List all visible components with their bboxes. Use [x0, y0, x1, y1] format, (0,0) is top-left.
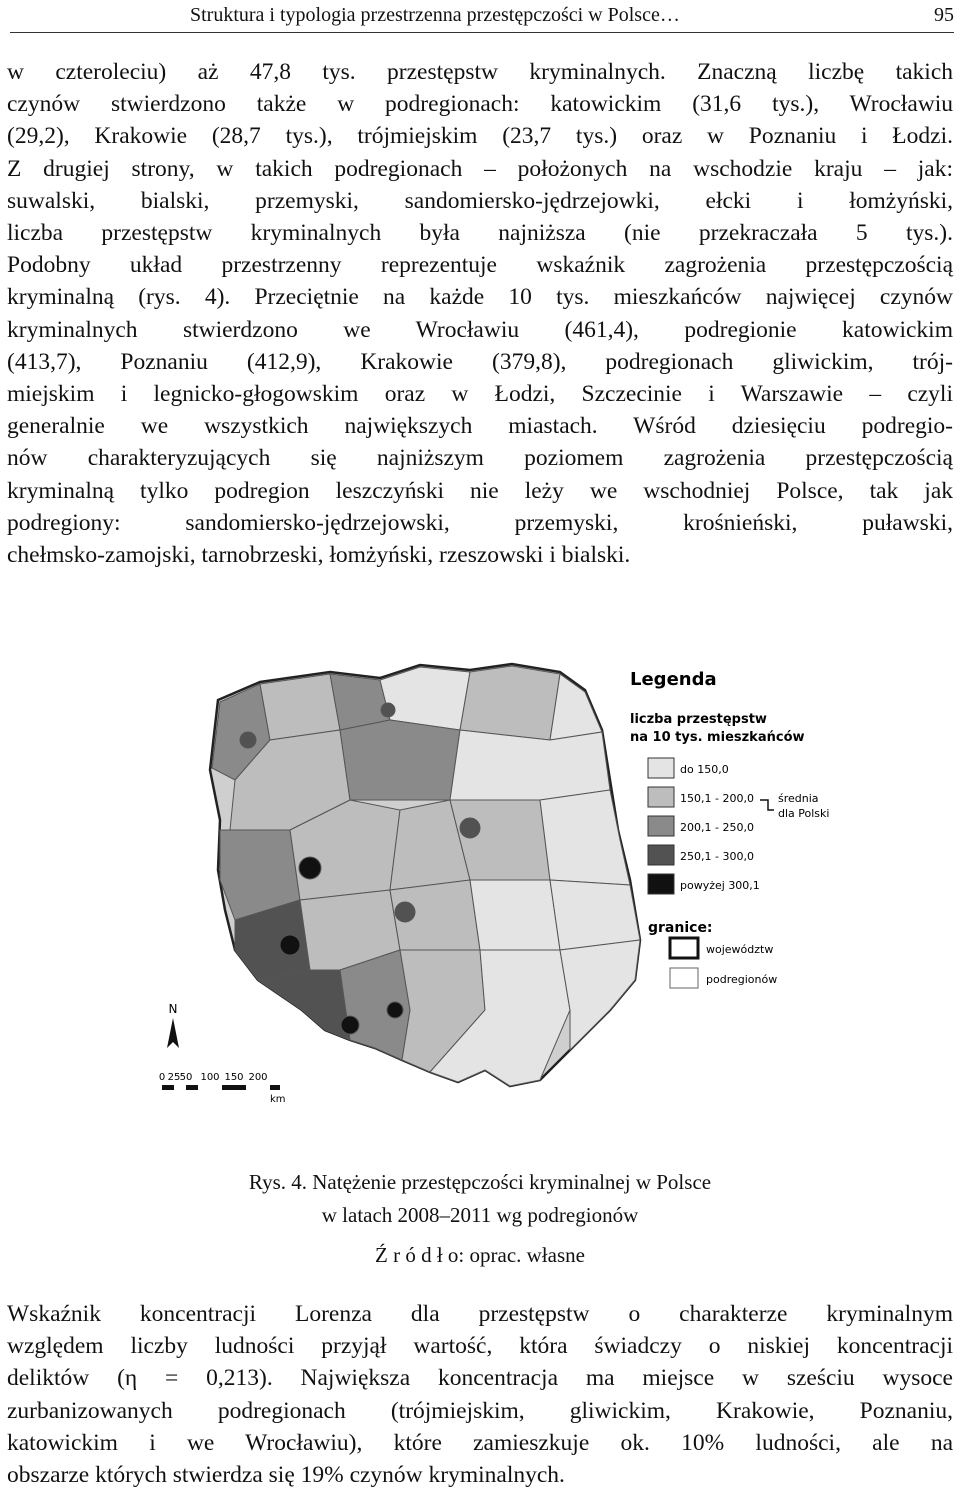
paragraph-1 [7, 56, 953, 571]
city-marker [387, 1002, 403, 1018]
page-number: 95 [934, 4, 954, 26]
scale-tick: 0 [158, 1072, 166, 1083]
subregion-border-swatch [670, 968, 698, 988]
voivodeship-border-swatch [670, 938, 698, 958]
subregion [470, 880, 560, 950]
text-line: liczba przestępstw kryminalnych była najniższa (nie przekraczała 5 tys.). [7, 220, 953, 247]
city-marker [341, 1016, 359, 1034]
paragraph-2 [7, 1298, 953, 1491]
text-line: obszarze których stwierdza się 19% czynów kryminalnych. [7, 1462, 565, 1489]
subregion [450, 730, 610, 800]
text-line: miejskim i legnicko-głogowskim oraz w Łodzi, Szczecinie i Warszawie – czyli [7, 381, 953, 408]
text-line: kryminalnych stwierdzono we Wrocławiu (461,4), podregionie katowickim [7, 316, 953, 343]
legend-label: 200,1 - 250,0 [680, 821, 754, 834]
legend-label: 150,1 - 200,0 [680, 792, 754, 805]
subregion [260, 674, 340, 740]
legend-swatch [648, 758, 674, 778]
text-line: generalnie we wszystkich największych miastach. Wśród dziesięciu podregio- [7, 413, 953, 440]
text-line: Wskaźnik koncentracji Lorenza dla przestępstw o charakterze kryminalnym [7, 1301, 953, 1327]
legend-swatch [648, 816, 674, 836]
text-line: deliktów (η = 0,213). Największa koncentracja ma miejsce w sześciu wysoce [7, 1365, 953, 1392]
text-line: kryminalną (rys. 4). Przeciętnie na każde 10 tys. mieszkańców najwięcej czynów [7, 284, 953, 311]
running-header [10, 0, 954, 33]
text-line: Z drugiej strony, w takich podregionach – położonych na wschodzie kraju – jak: [7, 155, 953, 182]
city-marker [299, 857, 321, 879]
text-line: podregiony: sandomiersko-jędrzejowski, przemyski, krośnieński, puławski, [7, 509, 953, 536]
figure-source: Ź r ó d ł o: oprac. własne [375, 1243, 585, 1267]
legend-label: do 150,0 [680, 763, 729, 776]
city-marker [395, 902, 415, 922]
text-line: chełmsko-zamojski, tarnobrzeski, łomżyński, rzeszowski i bialski. [7, 542, 631, 569]
average-label: dla Polski [778, 807, 830, 820]
map-legend [630, 669, 829, 988]
legend-label: 250,1 - 300,0 [680, 850, 754, 863]
scale-tick: 50 [179, 1072, 193, 1083]
figure-caption: Rys. 4. Natężenie przestępczości kryminalnej w Polsce [248, 1170, 712, 1194]
legend-label: powyżej 300,1 [680, 879, 760, 892]
text-line: nów charakteryzujących się najniższym poziomem zagrożenia przestępczością [7, 445, 953, 472]
figure-caption-subtitle: w latach 2008–2011 wg podregionów [321, 1203, 639, 1227]
border-label: podregionów [706, 973, 778, 986]
text-line: w czteroleciu) aż 47,8 tys. przestępstw kryminalnych. Znaczną liczbę takich [7, 59, 953, 85]
scale-unit: km [270, 1094, 286, 1105]
border-label: województw [706, 943, 774, 956]
text-line: (413,7), Poznaniu (412,9), Krakowie (379,8), podregionach gliwickim, trój- [7, 348, 953, 375]
borders-title: granice: [648, 920, 713, 936]
text-line: (29,2), Krakowie (28,7 tys.), trójmiejskim (23,7 tys.) oraz w Poznaniu i Łodzi. [7, 123, 953, 150]
scale-bar [159, 1072, 286, 1105]
city-marker [381, 703, 395, 717]
legend-swatch [648, 787, 674, 807]
average-label: średnia [778, 792, 819, 805]
legend-subtitle: na 10 tys. mieszkańców [630, 730, 805, 745]
crime-map-figure [140, 650, 830, 1110]
running-title: Struktura i typologia przestrzenna przestępczości w Polsce… [190, 4, 680, 26]
subregion [560, 940, 640, 1050]
city-marker [280, 935, 300, 955]
scale-tick: 25 [167, 1072, 181, 1083]
text-line: Podobny układ przestrzenny reprezentuje wskaźnik zagrożenia przestępczością [7, 252, 953, 279]
north-arrow-icon [167, 1018, 179, 1048]
text-line: suwalski, bialski, przemyski, sandomiersko-jędrzejowki, ełcki i łomżyński, [7, 187, 953, 214]
subregion [460, 666, 560, 740]
subregion [258, 970, 350, 1040]
legend-title: Legenda [630, 669, 717, 690]
city-marker [460, 818, 480, 838]
text-line: czynów stwierdzono także w podregionach: katowickim (31,6 tys.), Wrocławiu [7, 91, 953, 118]
scale-tick: 200 [248, 1072, 268, 1083]
text-line: kryminalną tylko podregion leszczyński nie leży we wschodniej Polsce, tak jak [7, 477, 953, 504]
north-arrow [167, 1002, 179, 1048]
scale-tick: 100 [200, 1072, 220, 1083]
legend-subtitle: liczba przestępstw [630, 712, 767, 727]
average-bracket [760, 800, 774, 810]
text-line: zurbanizowanych podregionach (trójmiejskim, gliwickim, Krakowie, Poznaniu, [7, 1397, 953, 1424]
subregion [550, 880, 640, 950]
subregion [340, 720, 460, 800]
subregion [540, 790, 630, 885]
north-label: N [168, 1002, 178, 1016]
poland-map [210, 664, 640, 1086]
text-line: katowickim i we Wrocławiu), które zamieszkuje ok. 10% ludności, ale na [7, 1429, 953, 1456]
text-line: względem liczby ludności przyjął wartość, która świadczy o niskiej koncentracji [7, 1333, 953, 1360]
legend-swatch [648, 874, 674, 894]
city-marker [240, 732, 256, 748]
scale-tick: 150 [224, 1072, 244, 1083]
legend-swatch [648, 845, 674, 865]
